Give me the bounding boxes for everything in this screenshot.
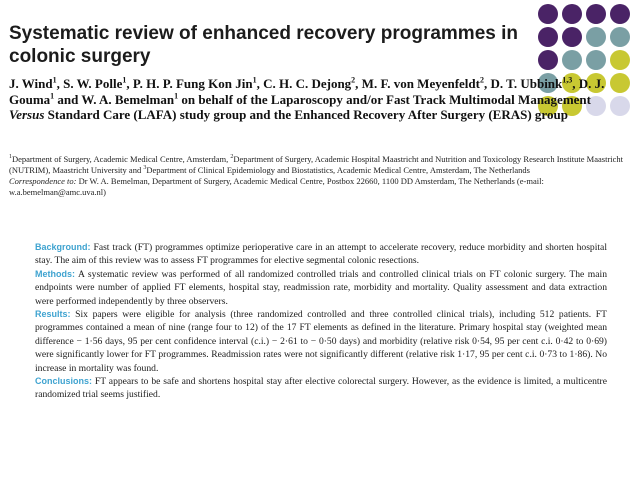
decorative-dot — [586, 50, 606, 70]
correspondence-text: Dr W. A. Bemelman, Department of Surgery, Academic Medical Centre, Postbox 22660, 1100 DD Amsterdam, The Netherlands (e-mail: w.a.bemelman@amc.uva.nl) — [9, 176, 544, 197]
abstract-background: Background: Fast track (FT) programmes optimize perioperative care in an attempt to accelerate recovery, reduce morbidity and shorten hospital stay. The aim of this review was to assess FT programmes for elective segmental colonic resections. — [35, 242, 607, 267]
abstract-conclusions: Conclusions: FT appears to be safe and shortens hospital stay after elective colorectal surgery. However, as the evidence is limited, a multicentre randomized trial seems justified. — [35, 376, 607, 401]
results-heading: Results: — [35, 309, 71, 320]
decorative-dot — [586, 27, 606, 47]
abstract-methods: Methods: A systematic review was performed of all randomized controlled trials and controlled clinical trials on FT colonic surgery. The main endpoints were number of applied FT elements, hospital stay, readmission rate, morbidity and mortality. Quality assessment and data extraction were performed independently by three observers. — [35, 268, 607, 307]
conclusions-heading: Conclusions: — [35, 376, 93, 387]
decorative-dot — [562, 27, 582, 47]
decorative-dot — [538, 27, 558, 47]
decorative-dot — [610, 27, 630, 47]
decorative-dot — [610, 4, 630, 24]
background-heading: Background: — [35, 242, 91, 252]
decorative-dot — [562, 50, 582, 70]
decorative-dot — [562, 4, 582, 24]
abstract-results: Results: Six papers were eligible for analysis (three randomized controlled and three controlled clinical trials), including 512 patients. FT programmes contained a mean of nine (range four to 12) of the 17 FT elements as defined in the literature. Primary hospital stay (weighted mean difference − 1·56 days, 95 per cent confidence interval (c.i.) − 2·61 to − 0·50 days) and morbidity (relative risk 0·54, 95 per cent c.i. 0·42 to 0·69) were significantly lower for FT programmes. Readmission rates were not significantly different (relative risk 1·17, 95 per cent c.i. 0·73 to 1·86). No increase in mortality was found. — [35, 309, 607, 374]
decorative-dot — [538, 4, 558, 24]
abstract — [35, 241, 607, 402]
correspondence-label: Correspondence to: — [9, 176, 77, 186]
methods-heading: Methods: — [35, 268, 75, 279]
author-list: J. Wind$^1$, S. W. Polle$^1$, P. H. P. Fung Kon Jin$^1$, C. H. C. Dejong$^2$, M. F. von Meyenfeldt$^2$, D. T. Ubbink$^{1,3}$, D. J. Gouma$^1$ and W. A. Bemelman$^1$ on behalf of the Laparoscopy and/or Fast Track Multimodal Management Versus Standard Care (LAFA) study group and the Enhanced Recovery After Surgery (ERAS) group — [9, 75, 605, 122]
paper-title: Systematic review of enhanced recovery programmes in colonic surgery — [9, 23, 518, 67]
decorative-dot — [586, 4, 606, 24]
affiliations: $^1$Department of Surgery, Academic Medical Centre, Amsterdam, $^2$Department of Surgery, Academic Hospital Maastricht and Nutrition and Toxicology Research Institute Maastricht (NUTRIM), Maastricht University and $^3$Department of Clinical Epidemiology and Biostatistics, Academic Medical Centre, Amsterdam, The Netherlands Correspondence to: Dr W. A. Bemelman, Department of Surgery, Academic Medical Centre, Postbox 22660, 1100 DD Amsterdam, The Netherlands (e-mail: w.a.bemelman@amc.uva.nl) — [9, 154, 624, 197]
decorative-dot — [538, 50, 558, 70]
decorative-dot — [610, 50, 630, 70]
